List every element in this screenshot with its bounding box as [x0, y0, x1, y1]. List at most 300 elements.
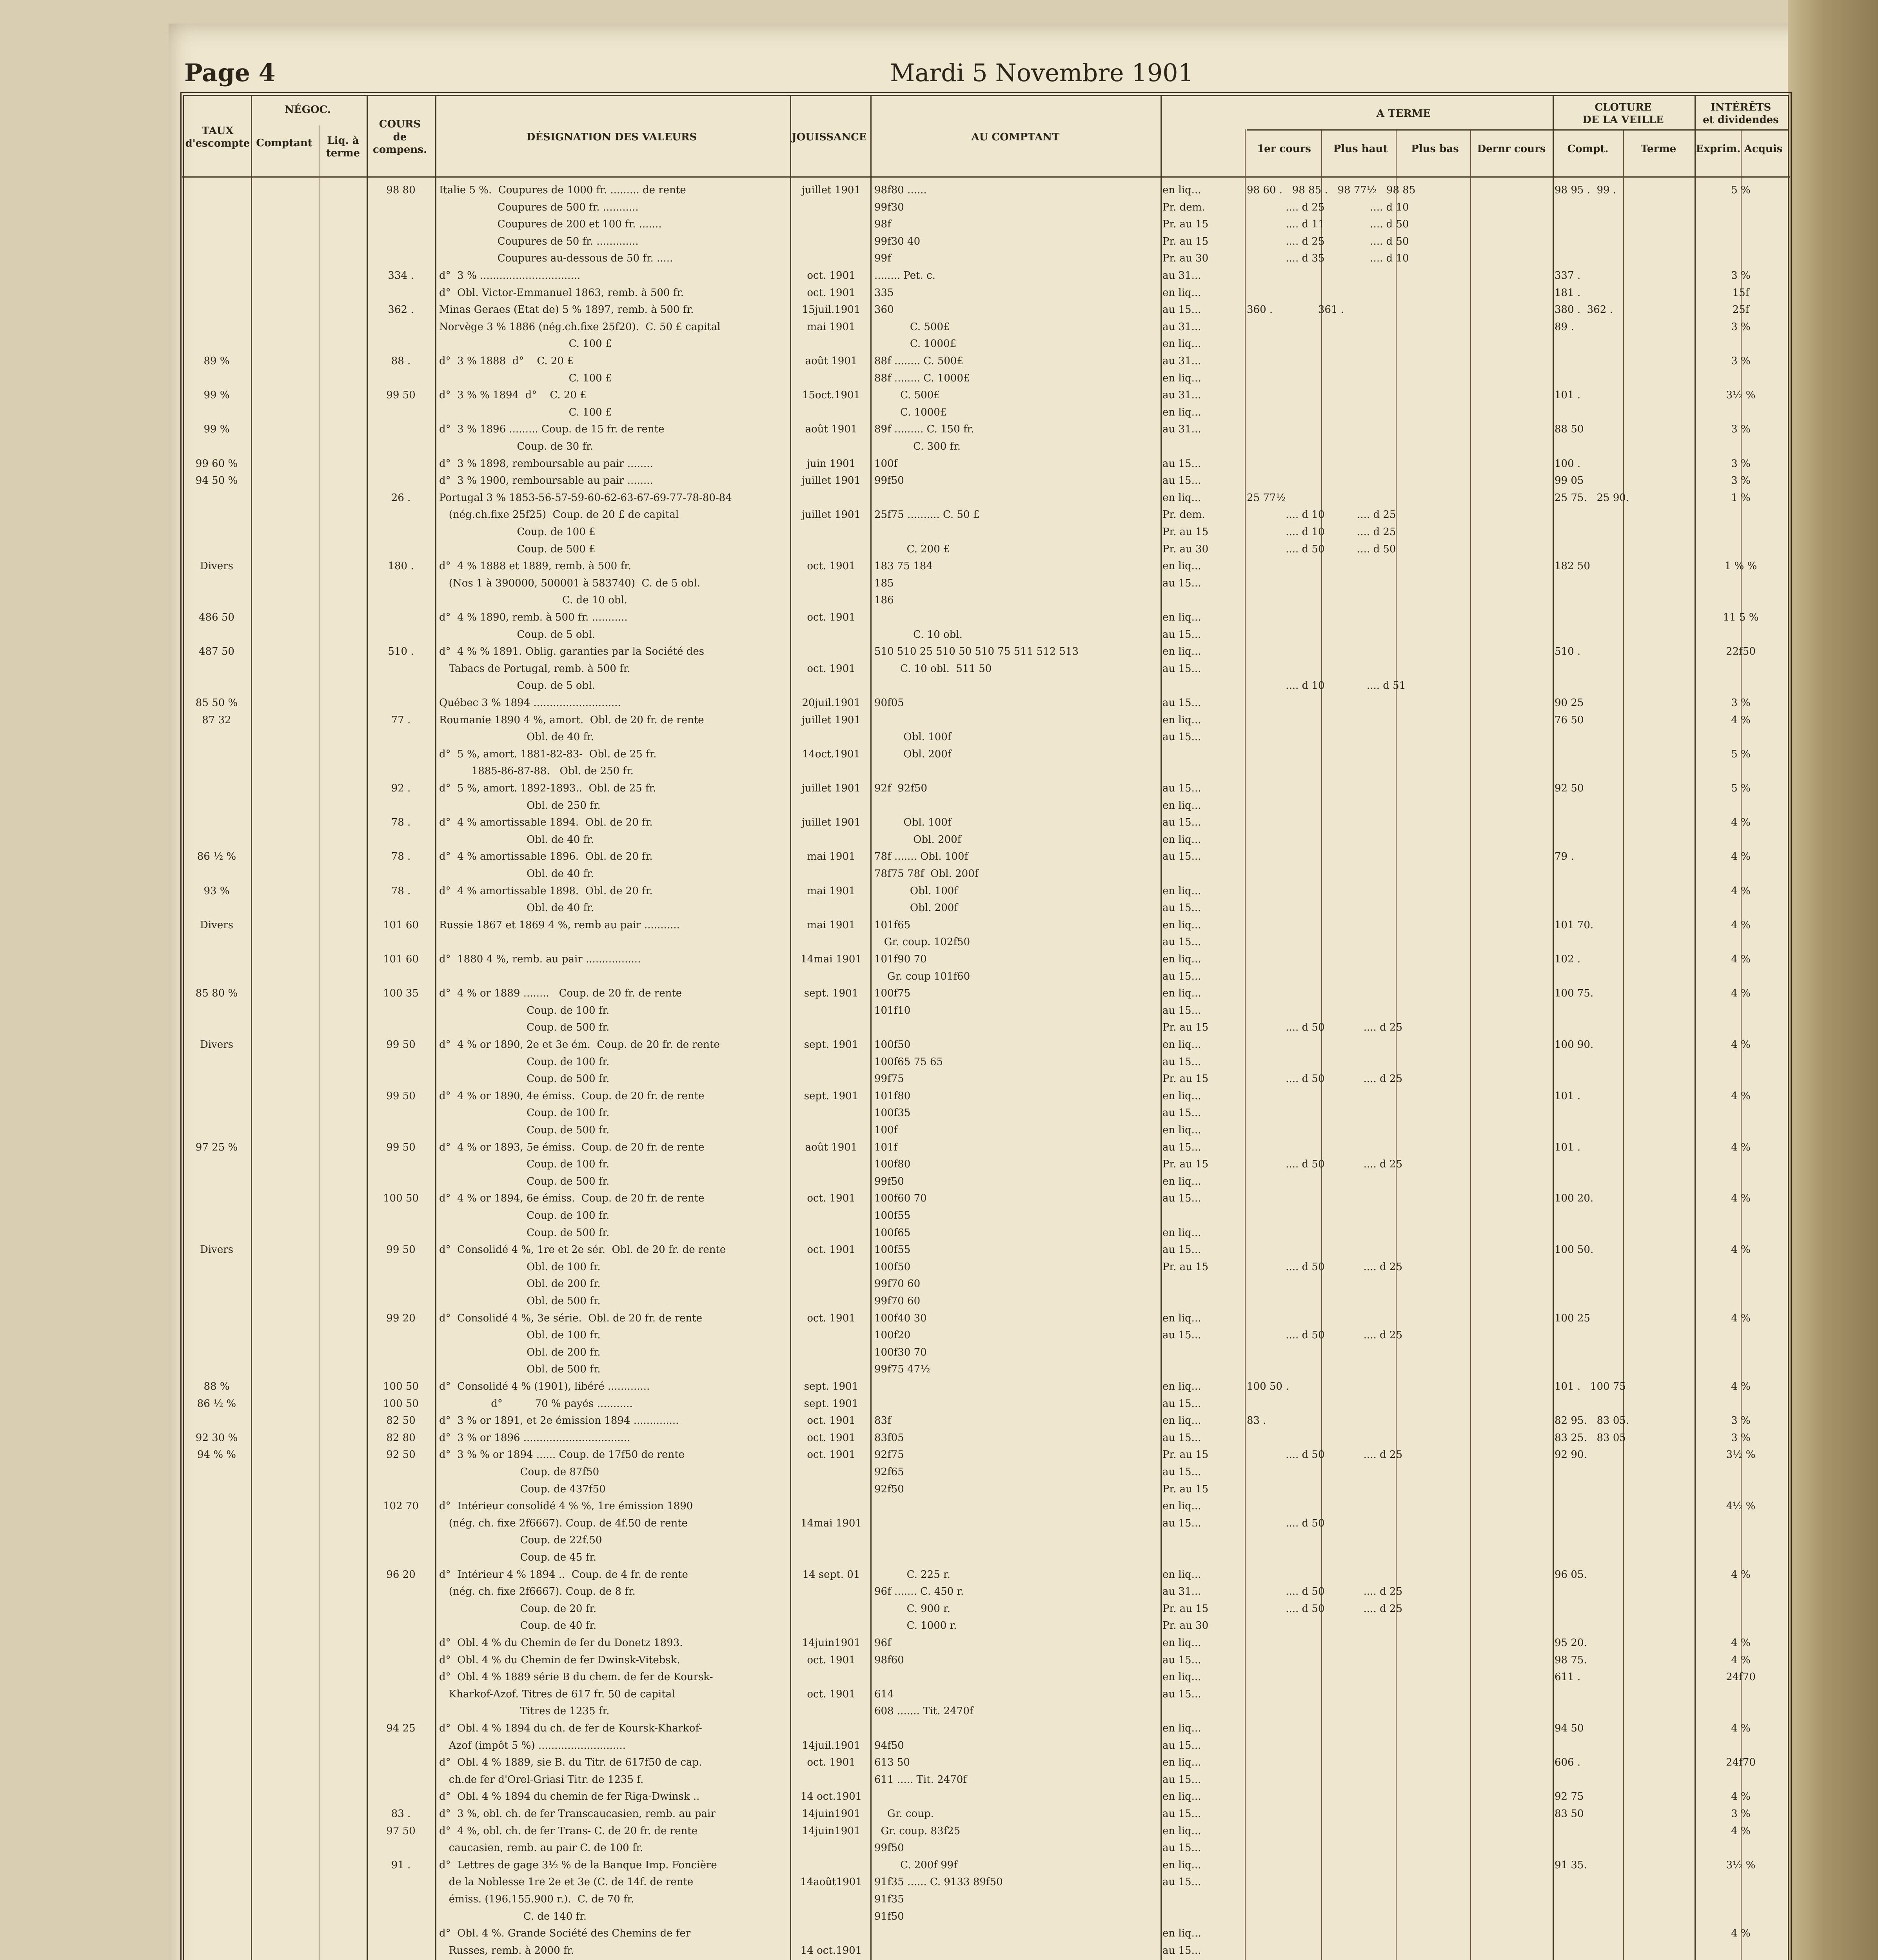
- cell-compt: 613 50: [874, 1757, 910, 1769]
- cell-terms: .... d 50 .... d 25: [1247, 1602, 1402, 1615]
- cell-desig: Coup. de 100 fr.: [439, 1004, 610, 1016]
- cell-desig: Italie 5 %. Coupures de 1000 fr. ......... de rente: [439, 184, 686, 196]
- cell-term: Pr. au 15: [1162, 1158, 1209, 1171]
- cell-cours: 97 50: [386, 1825, 416, 1837]
- cell-desig: d° 3 % 1900, remboursable au pair ........: [439, 475, 653, 487]
- page-number: Page 4: [184, 58, 276, 87]
- cell-int: 4 %: [1731, 1244, 1751, 1256]
- cell-compt: 101f80: [874, 1090, 911, 1102]
- cell-clot: 92 75: [1555, 1791, 1584, 1803]
- cell-clot: 100 25: [1555, 1312, 1590, 1324]
- page-date: Mardi 5 Novembre 1901: [890, 58, 1194, 87]
- cell-term: Pr. au 15: [1162, 1483, 1209, 1495]
- rule-9: [1321, 129, 1322, 1960]
- cell-term: en liq...: [1162, 646, 1201, 658]
- cell-compt: C. 500£: [874, 321, 950, 333]
- cell-cours: 99 50: [386, 1090, 416, 1102]
- cell-compt: C. 300 fr.: [874, 441, 961, 452]
- cell-terms: .... d 50 .... d 25: [1247, 1449, 1402, 1461]
- cell-desig: Obl. de 40 fr.: [439, 731, 594, 743]
- binding-edge: [1788, 0, 1878, 1960]
- cell-term: Pr. au 30: [1162, 1620, 1209, 1632]
- cell-term: au 15...: [1162, 457, 1201, 470]
- cell-compt: C. 200f 99f: [874, 1859, 957, 1871]
- cell-compt: 100f20: [874, 1329, 911, 1341]
- cell-term: au 15...: [1162, 628, 1201, 641]
- cell-int: 4 %: [1731, 714, 1751, 726]
- cell-desig: d° 4 % or 1894, 6e émiss. Coup. de 20 fr. de rente: [439, 1192, 705, 1205]
- cell-term: Pr. au 15: [1162, 1449, 1209, 1461]
- cell-term: en liq...: [1162, 1637, 1201, 1649]
- col-cours: COURS de compens.: [373, 118, 427, 156]
- cell-term: au 15...: [1162, 1654, 1201, 1666]
- cell-term: Pr. au 15: [1162, 526, 1209, 538]
- cell-compt: 99f50: [874, 1175, 904, 1187]
- cell-terms: .... d 50 .... d 25: [1247, 1329, 1402, 1341]
- cell-term: au 15...: [1162, 1004, 1201, 1016]
- cell-cours: 510 .: [388, 646, 414, 658]
- cell-compt: 99f30: [874, 201, 904, 213]
- cell-int: 15f: [1732, 287, 1749, 299]
- cell-term: au 31...: [1162, 1586, 1201, 1598]
- cell-desig: ch.de fer d'Orel-Griasi Titr. de 1235 f.: [439, 1773, 644, 1786]
- cell-compt: 96f ....... C. 450 r.: [874, 1586, 964, 1598]
- cell-desig: Coup. de 437f50: [439, 1483, 606, 1495]
- cell-term: en liq...: [1162, 987, 1201, 1000]
- cell-term: au 15...: [1162, 817, 1201, 829]
- col-clot-compt: Compt.: [1567, 143, 1609, 155]
- cell-cours: 334 .: [388, 270, 414, 281]
- cell-desig: émiss. (196.155.900 r.). C. de 70 fr.: [439, 1893, 634, 1905]
- cell-term: au 15...: [1162, 851, 1201, 863]
- cell-desig: d° Obl. 4 % 1894 du chemin de fer Riga-Dwinsk ..: [439, 1791, 700, 1803]
- cell-desig: Coupures au-dessous de 50 fr. .....: [439, 252, 673, 265]
- cell-desig: d° Obl. 4 % 1894 du ch. de fer de Koursk-Kharkof-: [439, 1722, 702, 1734]
- cell-desig: Coupures de 200 et 100 fr. .......: [439, 218, 662, 230]
- cell-terms: .... d 10 .... d 51: [1247, 680, 1406, 692]
- cell-desig: d° Obl. 4 % du Chemin de fer Dwinsk-Vitebsk.: [439, 1654, 680, 1666]
- cell-int: 4 %: [1731, 1312, 1751, 1324]
- cell-desig: Obl. de 40 fr.: [439, 902, 594, 914]
- cell-terms: .... d 11 .... d 50: [1247, 218, 1409, 230]
- cell-compt: Gr. coup 101f60: [874, 970, 970, 982]
- cell-compt: C. 1000 r.: [874, 1620, 957, 1632]
- cell-cours: 82 80: [386, 1432, 416, 1444]
- cell-compt: 89f ......... C. 150 fr.: [874, 423, 974, 436]
- cell-int: 5 %: [1731, 782, 1751, 794]
- cell-compt: Gr. coup.: [874, 1808, 934, 1820]
- cell-term: en liq...: [1162, 1090, 1201, 1102]
- cell-clot: 92 50: [1555, 782, 1584, 794]
- cell-term: en liq...: [1162, 1381, 1201, 1392]
- cell-int: 3 %: [1731, 423, 1751, 436]
- cell-compt: 98f: [874, 218, 891, 230]
- cell-jouis: juillet 1901: [801, 184, 861, 196]
- cell-term: au 15...: [1162, 1192, 1201, 1205]
- cell-taux: 99 %: [203, 389, 230, 401]
- cell-int: 1 %: [1731, 492, 1751, 504]
- cell-term: en liq...: [1162, 1500, 1201, 1512]
- cell-compt: 92f 92f50: [874, 782, 928, 794]
- cell-cours: 100 50: [383, 1381, 419, 1392]
- cell-term: au 15...: [1162, 1944, 1201, 1956]
- cell-compt: 88f ........ C. 1000£: [874, 372, 970, 384]
- cell-term: en liq...: [1162, 1175, 1201, 1187]
- cell-jouis: juillet 1901: [801, 782, 861, 794]
- cell-taux: 94 % %: [197, 1449, 236, 1461]
- col-negoc: NÉGOC.: [285, 103, 331, 116]
- cell-desig: Titres de 1235 fr.: [439, 1705, 610, 1717]
- rule-8: [1245, 129, 1246, 1960]
- cell-term: en liq...: [1162, 1124, 1201, 1136]
- cell-term: en liq...: [1162, 184, 1201, 196]
- cell-desig: Obl. de 250 fr.: [439, 799, 601, 811]
- cell-cours: 78 .: [391, 817, 411, 829]
- cell-jouis: 14mai 1901: [801, 953, 862, 965]
- cell-term: au 15...: [1162, 577, 1201, 589]
- cell-term: en liq...: [1162, 1039, 1201, 1051]
- cell-desig: Obl. de 40 fr.: [439, 833, 594, 846]
- cell-desig: C. de 10 obl.: [439, 594, 628, 606]
- cell-term: au 15...: [1162, 1397, 1201, 1410]
- cell-jouis: août 1901: [805, 355, 857, 367]
- rule-12: [1553, 96, 1554, 1960]
- cell-jouis: 14 oct.1901: [800, 1944, 862, 1956]
- cell-int: 4 %: [1731, 919, 1751, 931]
- cell-compt: C. 200 £: [874, 543, 950, 555]
- cell-cours: 100 50: [383, 1192, 419, 1205]
- cell-taux: Divers: [200, 560, 233, 572]
- cell-compt: ........ Pet. c.: [874, 270, 935, 281]
- cell-term: au 15...: [1162, 697, 1201, 709]
- cell-taux: Divers: [200, 1039, 233, 1051]
- cell-compt: 99f75: [874, 1073, 904, 1085]
- cell-terms: .... d 35 .... d 10: [1247, 252, 1409, 265]
- rule-11: [1470, 129, 1471, 1960]
- cell-compt: 92f65: [874, 1466, 904, 1478]
- cell-jouis: 20juil.1901: [802, 697, 861, 709]
- cell-terms: 83 .: [1247, 1415, 1266, 1427]
- cell-desig: Coup. de 100 fr.: [439, 1210, 610, 1221]
- cell-term: Pr. au 15: [1162, 1022, 1209, 1034]
- cell-compt: 100f65 75 65: [874, 1056, 943, 1068]
- cell-desig: (Nos 1 à 390000, 500001 à 583740) C. de 5 obl.: [439, 577, 700, 589]
- cell-term: au 15...: [1162, 1688, 1201, 1700]
- cell-taux: Divers: [200, 1244, 233, 1256]
- cell-compt: 83f: [874, 1415, 891, 1427]
- cell-desig: d° Obl. 4 % du Chemin de fer du Donetz 1893.: [439, 1637, 683, 1649]
- cell-desig: Obl. de 500 fr.: [439, 1295, 601, 1307]
- cell-clot: 101 . 100 75: [1555, 1381, 1626, 1392]
- cell-clot: 79 .: [1555, 851, 1574, 863]
- cell-term: Pr. au 15: [1162, 235, 1209, 247]
- cell-compt: 611 ..... Tit. 2470f: [874, 1773, 967, 1786]
- cell-jouis: sept. 1901: [804, 987, 859, 1000]
- cell-term: au 15...: [1162, 902, 1201, 914]
- cell-term: au 15...: [1162, 1517, 1201, 1529]
- cell-int: 3½ %: [1726, 1449, 1756, 1461]
- cell-desig: Coup. de 500 fr.: [439, 1124, 610, 1136]
- cell-taux: 92 30 %: [195, 1432, 238, 1444]
- cell-term: au 31...: [1162, 270, 1201, 281]
- cell-term: au 15...: [1162, 662, 1201, 675]
- cell-desig: Azof (impôt 5 %) ...........................: [439, 1739, 626, 1751]
- cell-term: au 15...: [1162, 304, 1201, 316]
- cell-jouis: oct. 1901: [807, 1654, 855, 1666]
- cell-taux: 88 %: [203, 1381, 230, 1392]
- cell-compt: 100f35: [874, 1107, 911, 1119]
- cell-cours: 96 20: [386, 1568, 416, 1581]
- cell-cours: 99 20: [386, 1312, 416, 1324]
- cell-compt: 614: [874, 1688, 894, 1700]
- cell-compt: 100f65: [874, 1227, 911, 1239]
- cell-cours: 78 .: [391, 885, 411, 897]
- cell-jouis: 14juin1901: [802, 1637, 861, 1649]
- cell-term: en liq...: [1162, 1312, 1201, 1324]
- cell-terms: 100 50 .: [1247, 1381, 1354, 1392]
- cell-desig: Obl. de 500 fr.: [439, 1363, 601, 1376]
- cell-cours: 180 .: [388, 560, 414, 572]
- cell-desig: d° Consolidé 4 % (1901), libéré .............: [439, 1381, 650, 1392]
- cell-desig: d° 3 % or 1896 .................................: [439, 1432, 630, 1444]
- rule-6: [870, 96, 872, 1960]
- cell-jouis: 14août1901: [800, 1876, 862, 1888]
- cell-jouis: oct. 1901: [807, 612, 855, 623]
- cell-taux: 89 %: [203, 355, 230, 367]
- cell-compt: Obl. 200f: [874, 748, 952, 760]
- cell-clot: 98 75.: [1555, 1654, 1587, 1666]
- cell-term: en liq...: [1162, 338, 1201, 350]
- cell-desig: de la Noblesse 1re 2e et 3e (C. de 14f. de rente: [439, 1876, 694, 1888]
- cell-int: 4 %: [1731, 1192, 1751, 1205]
- cell-taux: 86 ½ %: [197, 1397, 236, 1410]
- cell-desig: 1885-86-87-88. Obl. de 250 fr.: [439, 765, 634, 777]
- cell-jouis: sept. 1901: [804, 1381, 859, 1392]
- cell-compt: 92f75: [874, 1449, 904, 1461]
- cell-cours: 99 50: [386, 1039, 416, 1051]
- cell-int: 3 %: [1731, 1432, 1751, 1444]
- cell-taux: 99 60 %: [195, 457, 238, 470]
- cell-jouis: oct. 1901: [807, 1757, 855, 1769]
- cell-term: en liq...: [1162, 492, 1201, 504]
- cell-desig: d° 4 % or 1890, 4e émiss. Coup. de 20 fr. de rente: [439, 1090, 705, 1102]
- col-designation: DÉSIGNATION DES VALEURS: [526, 131, 697, 143]
- cell-term: au 15...: [1162, 970, 1201, 982]
- cell-jouis: 14oct.1901: [802, 748, 861, 760]
- cell-term: en liq...: [1162, 287, 1201, 299]
- cell-int: 4 %: [1731, 1141, 1751, 1153]
- cell-compt: Obl. 100f: [874, 885, 958, 897]
- cell-desig: d° 4 % or 1893, 5e émiss. Coup. de 20 fr. de rente: [439, 1141, 705, 1153]
- cell-compt: 98f60: [874, 1654, 904, 1666]
- cell-desig: d° 4 % 1890, remb. à 500 fr. ...........: [439, 612, 628, 623]
- cell-jouis: 14 oct.1901: [800, 1791, 862, 1803]
- cell-term: en liq...: [1162, 1671, 1201, 1683]
- cell-int: 4 %: [1731, 1654, 1751, 1666]
- subheader-rule: [1247, 129, 1788, 131]
- cell-term: au 15...: [1162, 1432, 1201, 1444]
- cell-int: 24f70: [1726, 1671, 1756, 1683]
- cell-desig: d° 4 % amortissable 1894. Obl. de 20 fr.: [439, 817, 653, 829]
- cell-compt: 100f50: [874, 1039, 911, 1051]
- cell-desig: d° 3 %, obl. ch. de fer Transcaucasien, remb. au pair: [439, 1808, 716, 1820]
- cell-term: en liq...: [1162, 406, 1201, 418]
- cell-jouis: mai 1901: [807, 321, 855, 333]
- cell-compt: 98f80 ......: [874, 184, 927, 196]
- cell-clot: 181 .: [1555, 287, 1581, 299]
- cell-compt: 96f: [874, 1637, 891, 1649]
- cell-compt: 100f: [874, 1124, 898, 1136]
- cell-term: en liq...: [1162, 714, 1201, 726]
- cell-term: au 15...: [1162, 1842, 1201, 1854]
- cell-jouis: oct. 1901: [807, 1415, 855, 1427]
- cell-desig: C. 100 £: [439, 372, 612, 384]
- cell-term: en liq...: [1162, 1927, 1201, 1940]
- cell-desig: Minas Geraes (État de) 5 % 1897, remb. à 500 fr.: [439, 304, 694, 316]
- cell-int: 4 %: [1731, 885, 1751, 897]
- cell-desig: d° Obl. 4 % 1889, sie B. du Titr. de 617f50 de cap.: [439, 1757, 702, 1769]
- cell-clot: 83 50: [1555, 1808, 1584, 1820]
- cell-jouis: sept. 1901: [804, 1039, 859, 1051]
- cell-clot: 182 50: [1555, 560, 1590, 572]
- rule-10: [1396, 129, 1397, 1960]
- cell-jouis: sept. 1901: [804, 1397, 859, 1410]
- cell-clot: 380 . 362 .: [1555, 304, 1613, 316]
- col-premier-cours: 1er cours: [1257, 143, 1311, 155]
- cell-cours: 77 .: [391, 714, 411, 726]
- cell-int: 4 %: [1731, 1791, 1751, 1803]
- cell-clot: 96 05.: [1555, 1568, 1587, 1581]
- cell-jouis: oct. 1901: [807, 1449, 855, 1461]
- cell-desig: Obl. de 100 fr.: [439, 1261, 601, 1273]
- cell-clot: 102 .: [1555, 953, 1581, 965]
- col-plus-haut: Plus haut: [1333, 143, 1388, 155]
- cell-cours: 100 50: [383, 1397, 419, 1410]
- cell-compt: 101f10: [874, 1004, 911, 1016]
- cell-int: 3 %: [1731, 1415, 1751, 1427]
- cell-cours: 26 .: [391, 492, 411, 504]
- cell-desig: Kharkof-Azof. Titres de 617 fr. 50 de capital: [439, 1688, 675, 1700]
- cell-int: 25f: [1732, 304, 1749, 316]
- cell-int: 24f70: [1726, 1757, 1756, 1769]
- cell-jouis: 15oct.1901: [802, 389, 861, 401]
- cell-int: 3 %: [1731, 697, 1751, 709]
- cell-taux: 487 50: [199, 646, 234, 658]
- cell-compt: Obl. 100f: [874, 817, 952, 829]
- cell-compt: Gr. coup. 83f25: [874, 1825, 961, 1837]
- cell-term: en liq...: [1162, 953, 1201, 965]
- cell-jouis: oct. 1901: [807, 662, 855, 675]
- cell-terms: .... d 25 .... d 50: [1247, 235, 1409, 247]
- cell-desig: Obl. de 40 fr.: [439, 868, 594, 880]
- cell-taux: 85 80 %: [195, 987, 238, 1000]
- cell-desig: d° 5 %, amort. 1881-82-83- Obl. de 25 fr.: [439, 748, 657, 760]
- cell-desig: d° 4 % % 1891. Oblig. garanties par la Société des: [439, 646, 705, 658]
- header-rule: [182, 176, 1790, 178]
- rule-1: [251, 96, 252, 1960]
- cell-compt: 99f50: [874, 1842, 904, 1854]
- cell-term: Pr. au 15: [1162, 1261, 1209, 1273]
- cell-term: en liq...: [1162, 1757, 1201, 1769]
- cell-compt: 99f: [874, 252, 891, 265]
- cell-desig: d° 3 % 1898, remboursable au pair ........: [439, 457, 653, 470]
- cell-compt: 88f ........ C. 500£: [874, 355, 964, 367]
- cell-jouis: juillet 1901: [801, 509, 861, 521]
- cell-desig: d° Intérieur consolidé 4 % %, 1re émission 1890: [439, 1500, 693, 1512]
- cell-jouis: oct. 1901: [807, 560, 855, 572]
- cell-clot: 89 .: [1555, 321, 1574, 333]
- cell-desig: Coup. de 100 fr.: [439, 1056, 610, 1068]
- rule-3: [367, 96, 368, 1960]
- cell-terms: .... d 50 .... d 25: [1247, 1022, 1402, 1034]
- cell-jouis: mai 1901: [807, 851, 855, 863]
- cell-terms: .... d 50 .... d 25: [1247, 1073, 1402, 1085]
- cell-terms: 25 77½: [1247, 492, 1286, 504]
- cell-int: 3 %: [1731, 321, 1751, 333]
- cell-desig: Coupures de 500 fr. ...........: [439, 201, 639, 213]
- cell-term: au 31...: [1162, 423, 1201, 436]
- cell-desig: Coupures de 50 fr. .............: [439, 235, 639, 247]
- cell-jouis: oct. 1901: [807, 1432, 855, 1444]
- cell-term: au 31...: [1162, 355, 1201, 367]
- cell-clot: 94 50: [1555, 1722, 1584, 1734]
- cell-int: 3 %: [1731, 457, 1751, 470]
- cell-int: 4 %: [1731, 851, 1751, 863]
- cell-int: 4 %: [1731, 1927, 1751, 1940]
- cell-terms: 98 60 . 98 85 . 98 77½ 98 85: [1247, 184, 1416, 196]
- cell-desig: (nég.ch.fixe 25f25) Coup. de 20 £ de capital: [439, 509, 679, 521]
- cell-clot: 606 .: [1555, 1757, 1581, 1769]
- cell-int: 4 %: [1731, 1381, 1751, 1392]
- cell-clot: 101 70.: [1555, 919, 1594, 931]
- cell-term: au 31...: [1162, 389, 1201, 401]
- cell-taux: Divers: [200, 919, 233, 931]
- cell-jouis: juillet 1901: [801, 475, 861, 487]
- cell-compt: 100f80: [874, 1158, 911, 1171]
- cell-compt: 91f35: [874, 1893, 904, 1905]
- rule-5: [790, 96, 791, 1960]
- cell-desig: C. 100 £: [439, 338, 612, 350]
- cell-jouis: sept. 1901: [804, 1090, 859, 1102]
- cell-compt: 99f75 47½: [874, 1363, 930, 1376]
- cell-int: 4 %: [1731, 1039, 1751, 1051]
- cell-term: en liq...: [1162, 1859, 1201, 1871]
- cell-cours: 99 50: [386, 1244, 416, 1256]
- cell-taux: 99 %: [203, 423, 230, 436]
- cell-desig: Coup. de 5 obl.: [439, 628, 595, 641]
- cell-desig: (nég. ch. fixe 2f6667). Coup. de 4f.50 de rente: [439, 1517, 688, 1529]
- cell-taux: 94 50 %: [195, 475, 238, 487]
- cell-compt: 83f05: [874, 1432, 904, 1444]
- cell-jouis: juillet 1901: [801, 714, 861, 726]
- cell-jouis: 14juil.1901: [802, 1739, 861, 1751]
- cell-desig: d° Consolidé 4 %, 1re et 2e sér. Obl. de 20 fr. de rente: [439, 1244, 726, 1256]
- cell-terms: .... d 50 .... d 25: [1247, 1158, 1402, 1171]
- cell-desig: Coup. de 45 fr.: [439, 1552, 597, 1563]
- cell-desig: d° Consolidé 4 %, 3e série. Obl. de 20 fr. de rente: [439, 1312, 703, 1324]
- cell-terms: .... d 25 .... d 10: [1247, 201, 1409, 213]
- cell-clot: 88 50: [1555, 423, 1584, 436]
- cell-cours: 91 .: [391, 1859, 411, 1871]
- cell-desig: d° 4 % amortissable 1898. Obl. de 20 fr.: [439, 885, 653, 897]
- cell-taux: 486 50: [199, 612, 234, 623]
- cell-desig: Coup. de 100 fr.: [439, 1158, 610, 1171]
- cell-compt: 100f60 70: [874, 1192, 927, 1205]
- cell-term: en liq...: [1162, 919, 1201, 931]
- cell-compt: 91f35 ...... C. 9133 89f50: [874, 1876, 1003, 1888]
- cell-cours: 100 35: [383, 987, 419, 1000]
- cell-term: au 31...: [1162, 321, 1201, 333]
